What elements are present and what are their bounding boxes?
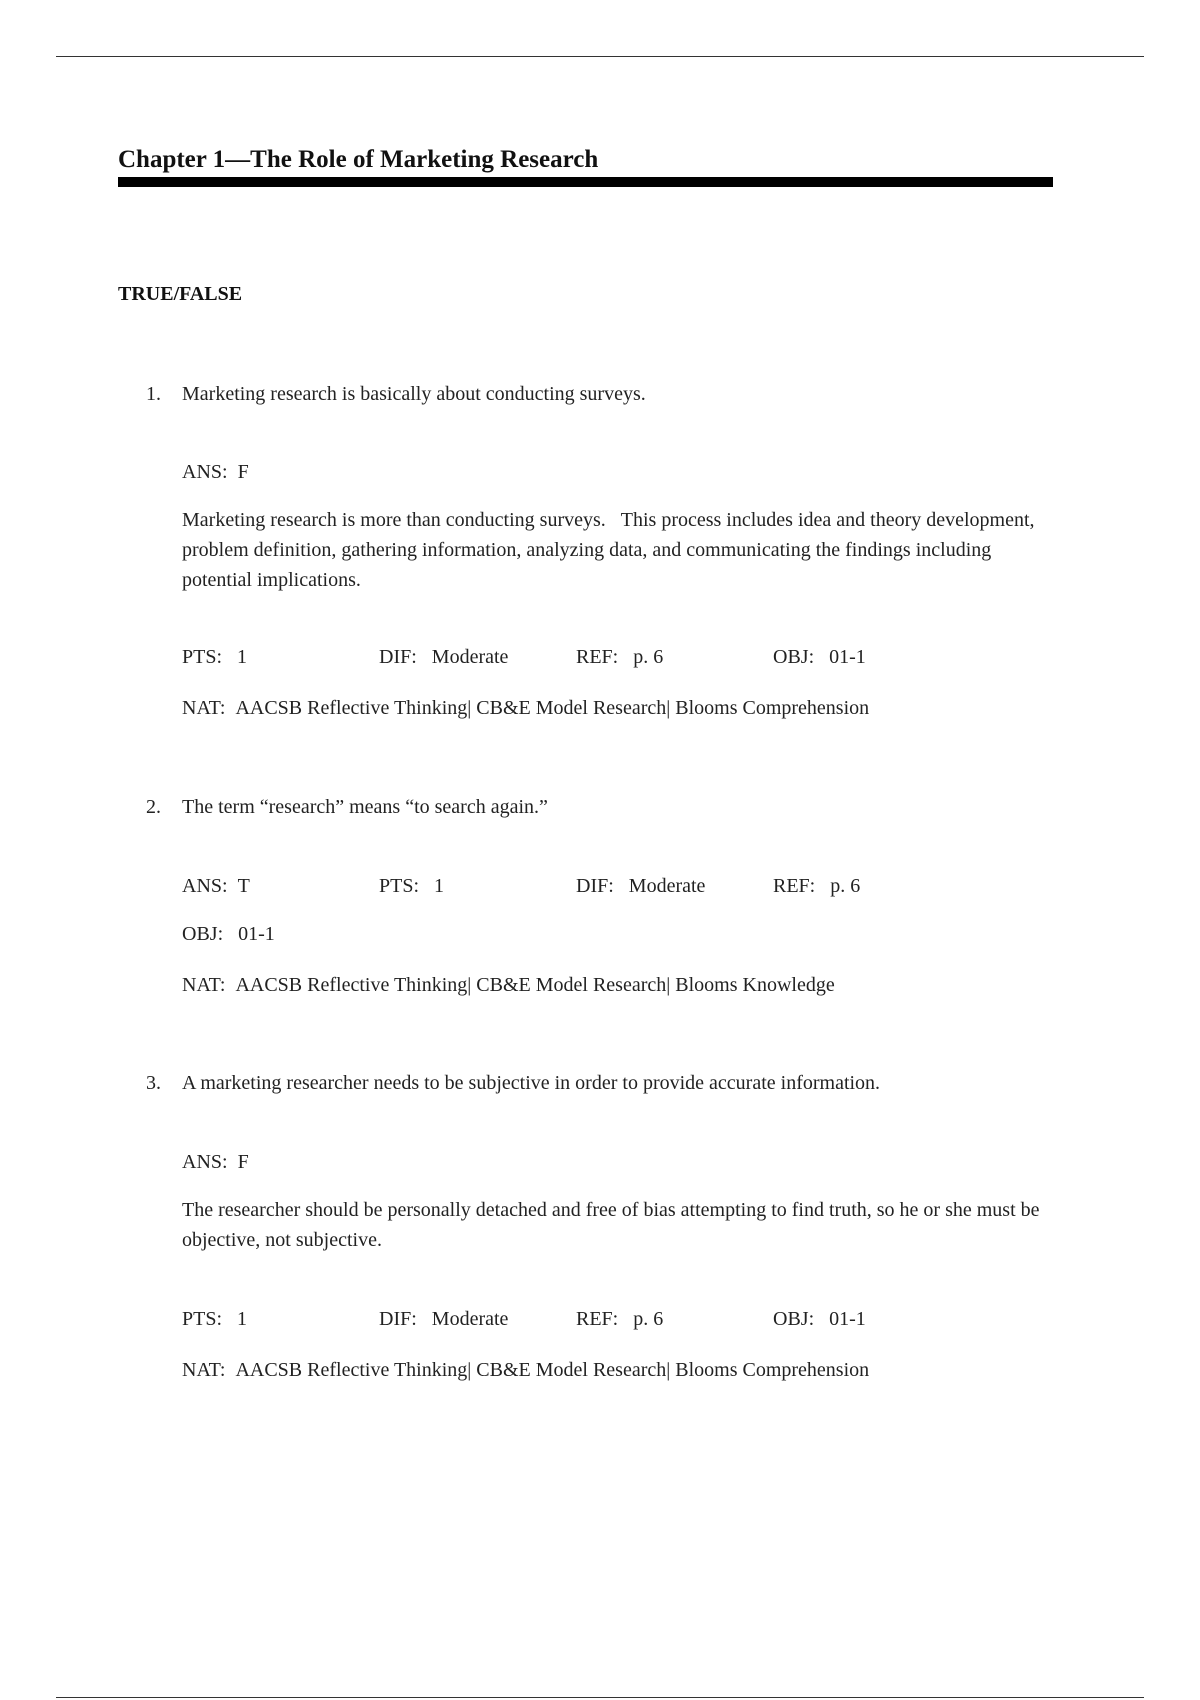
question-text: A marketing researcher needs to be subjective in order to provide accurate information. <box>182 1072 881 1094</box>
obj-value: 01-1 <box>829 646 866 668</box>
dif-label: DIF: <box>379 646 417 668</box>
ans-value: F <box>237 1151 249 1173</box>
question-1 <box>146 380 646 408</box>
ans-label: ANS: <box>182 875 228 897</box>
nat-label: NAT: <box>182 697 226 719</box>
pts-value: 1 <box>237 1308 248 1330</box>
nat-value: AACSB Reflective Thinking| CB&E Model Research| Blooms Comprehension <box>235 1359 870 1381</box>
ref-value: p. 6 <box>633 1308 664 1330</box>
ans-field <box>182 872 250 900</box>
pts-field <box>379 872 444 900</box>
chapter-title: Chapter 1—The Role of Marketing Research <box>118 146 599 173</box>
ref-label: REF: <box>576 646 619 668</box>
dif-label: DIF: <box>576 875 614 897</box>
pts-value: 1 <box>237 646 248 668</box>
page-top-rule <box>56 56 1144 57</box>
dif-value: Moderate <box>431 1308 509 1330</box>
answer-line <box>182 1148 249 1176</box>
question-number: 1. <box>146 383 161 405</box>
ref-value: p. 6 <box>633 646 664 668</box>
ref-field <box>576 1305 663 1333</box>
ref-label: REF: <box>576 1308 619 1330</box>
rationale: Marketing research is more than conducting surveys. This process includes idea and theory development, problem definition, gathering information, analyzing data, and communicating the findings including potential implications. <box>182 509 1035 591</box>
ref-value: p. 6 <box>830 875 861 897</box>
dif-field <box>576 872 705 900</box>
answer-line <box>182 458 249 486</box>
dif-value: Moderate <box>628 875 706 897</box>
question-2 <box>146 793 548 821</box>
obj-label: OBJ: <box>773 646 815 668</box>
obj-label: OBJ: <box>182 923 224 945</box>
obj-value: 01-1 <box>238 923 275 945</box>
pts-label: PTS: <box>182 1308 223 1330</box>
nat-value: AACSB Reflective Thinking| CB&E Model Research| Blooms Knowledge <box>235 974 835 996</box>
obj-field <box>182 920 275 948</box>
nat-field <box>182 1356 869 1384</box>
pts-field <box>182 1305 247 1333</box>
obj-label: OBJ: <box>773 1308 815 1330</box>
rationale: The researcher should be personally detached and free of bias attempting to find truth, so he or she must be objective, not subjective. <box>182 1199 1040 1251</box>
question-number: 3. <box>146 1072 161 1094</box>
section-title: TRUE/FALSE <box>118 283 243 305</box>
ans-value: T <box>237 875 250 897</box>
chapter-title-bar <box>118 177 1053 187</box>
obj-field <box>773 643 866 671</box>
nat-value: AACSB Reflective Thinking| CB&E Model Research| Blooms Comprehension <box>235 697 870 719</box>
nat-label: NAT: <box>182 974 226 996</box>
dif-field <box>379 643 508 671</box>
page-bottom-rule <box>56 1697 1144 1698</box>
obj-value: 01-1 <box>829 1308 866 1330</box>
question-3 <box>146 1069 880 1097</box>
ans-value: F <box>237 461 249 483</box>
dif-field <box>379 1305 508 1333</box>
pts-field <box>182 643 247 671</box>
question-number: 2. <box>146 796 161 818</box>
question-text: Marketing research is basically about conducting surveys. <box>182 383 646 405</box>
pts-label: PTS: <box>379 875 420 897</box>
nat-field <box>182 694 869 722</box>
ans-label: ANS: <box>182 461 228 483</box>
ref-field <box>576 643 663 671</box>
dif-value: Moderate <box>431 646 509 668</box>
ans-label: ANS: <box>182 1151 228 1173</box>
ref-field <box>773 872 860 900</box>
nat-label: NAT: <box>182 1359 226 1381</box>
obj-field <box>773 1305 866 1333</box>
ref-label: REF: <box>773 875 816 897</box>
pts-label: PTS: <box>182 646 223 668</box>
pts-value: 1 <box>434 875 445 897</box>
dif-label: DIF: <box>379 1308 417 1330</box>
question-text: The term “research” means “to search again.” <box>182 796 548 818</box>
nat-field <box>182 971 835 999</box>
